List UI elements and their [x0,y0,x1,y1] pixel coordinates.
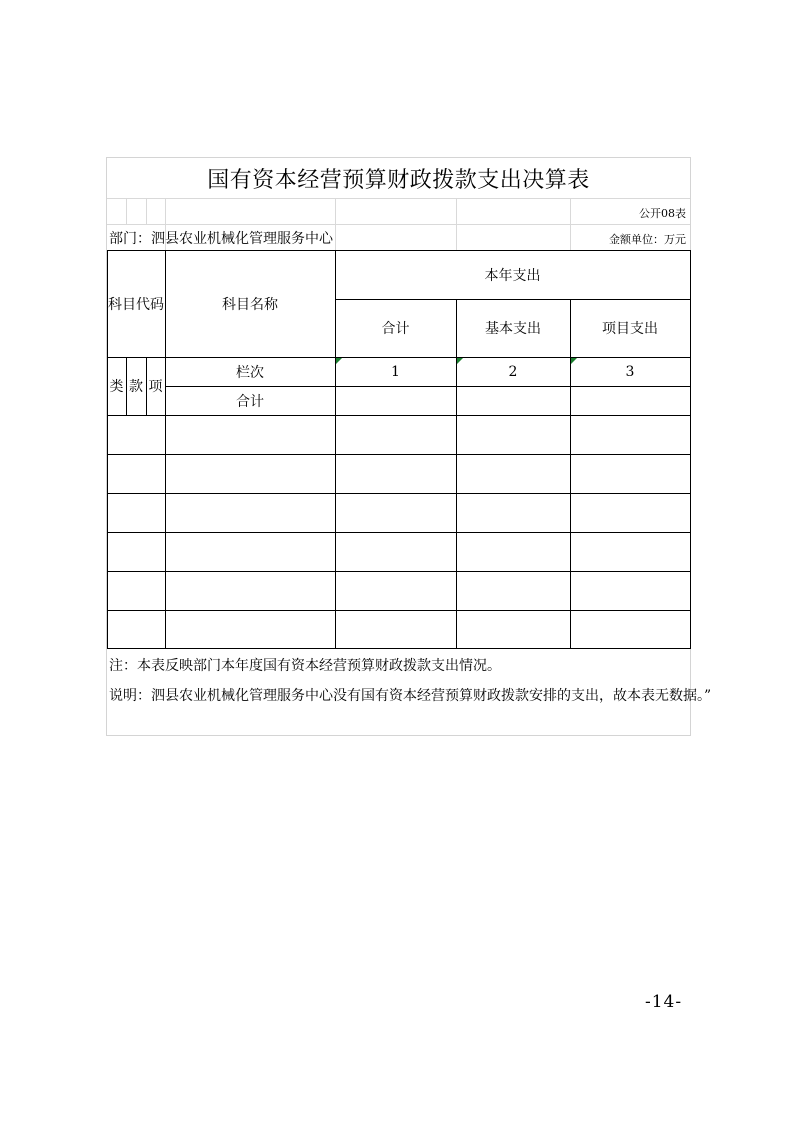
form-code: 公开08表 [639,207,686,220]
lei-header: 类 [109,379,124,395]
current-year-header: 本年支出 [484,267,541,284]
kuan-header: 款 [129,379,143,395]
basic-expense-header: 基本支出 [485,321,541,337]
report-title: 国有资本经营预算财政拨款支出决算表 [207,167,590,193]
note-1: 注：本表反映部门本年度国有资本经营预算财政拨款支出情况。 [109,658,501,674]
note-2: 说明：泗县农业机械化管理服务中心没有国有资本经营预算财政拨款安排的支出，故本表无数据。” [109,688,712,704]
project-expense-header: 项目支出 [602,321,658,337]
column-number-3: 3 [625,363,635,380]
subject-code-header: 科目代码 [108,296,164,313]
sum-row-label: 合计 [236,393,264,410]
department-label: 部门：泗县农业机械化管理服务中心 [109,231,333,247]
column-number-2: 2 [508,363,518,380]
report-sheet [106,157,712,736]
column-number-label: 栏次 [236,364,264,381]
xiang-header: 项 [148,379,163,395]
page-number: -14- [645,992,683,1012]
subject-name-header: 科目名称 [222,296,278,313]
column-number-1: 1 [391,363,400,380]
total-header: 合计 [381,321,410,337]
unit-label: 金额单位：万元 [609,233,686,246]
